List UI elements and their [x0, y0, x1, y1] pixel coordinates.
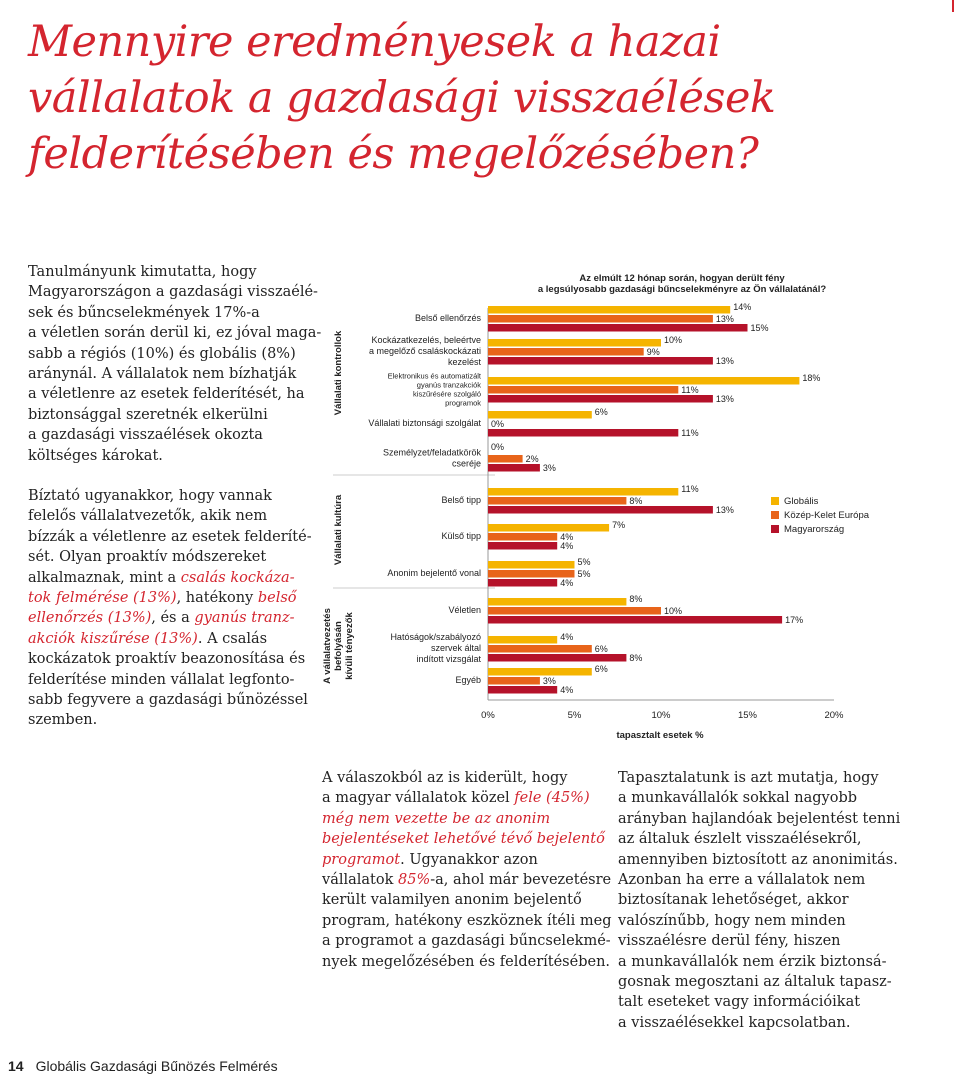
group-label: kívüli tényezők [344, 612, 355, 680]
text-line: sét. Olyan proaktív módszereket [28, 549, 267, 566]
bar [488, 607, 661, 615]
title-line: Mennyire eredményesek a hazai [28, 17, 721, 67]
text-line [28, 608, 318, 628]
bar-value-label: 14% [733, 302, 752, 312]
x-tick-label: 10% [651, 710, 671, 721]
text-line: visszaélésre derül fény, hiszen [618, 933, 841, 950]
text-line: Tapasztalatunk is azt mutatja, hogy [618, 770, 879, 786]
highlight-text: ellenőrzés (13%) [28, 610, 152, 627]
x-tick-label: 0% [481, 710, 495, 721]
text-run: , és a [151, 610, 195, 627]
page-number: 14 [8, 1058, 24, 1074]
page-footer [8, 1058, 278, 1074]
highlight-text: 85% [398, 872, 431, 889]
bar [488, 506, 713, 514]
legend-label: Magyarország [784, 524, 845, 535]
x-tick-label: 20% [824, 710, 844, 721]
bar-value-label: 0% [491, 442, 505, 452]
bar [488, 636, 557, 644]
text-line: amennyiben biztosított az anonimitás. [618, 851, 898, 868]
bar-value-label: 4% [560, 578, 574, 588]
title-line: vállalatok a gazdasági visszaélések [28, 73, 776, 123]
bar [488, 654, 626, 662]
bar [488, 395, 713, 403]
category-label: Belső tipp [441, 495, 481, 505]
proactive-paragraph [28, 486, 318, 731]
text-run: . A csalás [197, 630, 268, 647]
x-tick-label: 5% [567, 710, 582, 721]
category-label: indított vizsgálat [416, 654, 481, 664]
text-line: költséges károkat. [28, 447, 163, 464]
text-line: a programot a gazdasági bűncselekmé- [322, 933, 611, 950]
text-line [322, 788, 612, 808]
bar-value-label: 4% [560, 541, 574, 551]
bar [488, 324, 748, 332]
bar-value-label: 11% [681, 428, 699, 438]
bar-value-label: 5% [577, 569, 591, 579]
text-line: kockázatok proaktív beazonosítása és [28, 651, 306, 668]
bar-value-label: 6% [594, 407, 608, 417]
bar-value-label: 6% [594, 644, 608, 654]
text-line: felderítése minden vállalat legfonto- [28, 671, 295, 688]
detection-methods-chart [322, 268, 960, 748]
highlight-text: belső [257, 590, 297, 607]
highlight-text: akciók kiszűrése (13%) [28, 630, 198, 647]
intro-paragraph [28, 262, 322, 466]
x-tick-label: 15% [737, 710, 758, 721]
bar [488, 386, 678, 394]
text-line: A válaszokból az is kiderült, hogy [322, 770, 568, 786]
bar [488, 306, 730, 314]
category-label: programok [445, 398, 481, 408]
legend-label: Közép-Kelet Európa [784, 510, 870, 521]
text-run: a magyar vállalatok közel [322, 790, 515, 807]
x-axis-title: tapasztalt esetek % [616, 730, 704, 741]
legend-swatch [771, 511, 779, 519]
text-line: a visszaélésekkel kapcsolatban. [618, 1014, 851, 1031]
bar-value-label: 13% [715, 505, 734, 515]
category-label: kiszűrésére szolgáló [413, 389, 481, 399]
text-line [28, 588, 318, 608]
legend-swatch [771, 525, 779, 533]
bar [488, 488, 678, 496]
bar [488, 411, 592, 419]
text-line: a véletlen során derül ki, ez jóval maga- [28, 325, 322, 342]
bar-value-label: 13% [715, 314, 734, 324]
text-line: biztosítanak lehetőséget, akkor [618, 892, 849, 909]
bar [488, 464, 540, 472]
bar-value-label: 3% [542, 463, 556, 473]
chart-title: Az elmúlt 12 hónap során, hogyan derült fény [579, 273, 785, 284]
bar-value-label: 3% [542, 676, 556, 686]
highlight-text: tok felmérése (13%) [28, 590, 177, 607]
text-line: került valamilyen anonim bejelentő [322, 892, 582, 909]
chart-title: a legsúlyosabb gazdasági bűncselekményre az Ön vállalatánál? [537, 284, 827, 295]
bar-value-label: 13% [715, 394, 734, 404]
page-title [28, 14, 928, 182]
text-line: a munkavállalók sokkal nagyobb [618, 790, 858, 807]
bar-value-label: 8% [629, 496, 643, 506]
category-label: Anonim bejelentő vonal [387, 568, 481, 578]
text-line: nyek megelőzésében és felderítésében. [322, 953, 611, 970]
bar-value-label: 10% [664, 606, 683, 616]
bar-value-label: 17% [785, 615, 804, 625]
text-line: sabb fegyvere a gazdasági bűnözéssel [28, 692, 308, 709]
legend-label: Globális [784, 496, 819, 507]
text-line: a véletlenre az esetek felderítését, ha [28, 386, 305, 403]
bar [488, 668, 592, 676]
text-line: Tanulmányunk kimutatta, hogy [28, 264, 257, 280]
anonymous-hotline-paragraph [322, 768, 612, 972]
text-run: vállalatok [322, 872, 398, 889]
bar-value-label: 5% [577, 557, 591, 567]
text-line [322, 870, 612, 890]
text-run: , hatékony [176, 590, 258, 607]
category-label: gyanús tranzakciók [416, 380, 481, 390]
text-line: gosnak megosztani az általuk tapasz- [618, 974, 892, 991]
category-label: kezelést [447, 357, 481, 367]
publication-title: Globális Gazdasági Bűnözés Felmérés [35, 1058, 278, 1074]
text-line: program, hatékony eszköznek ítéli meg [322, 912, 612, 929]
title-line: felderítésében és megelőzésében? [28, 129, 759, 179]
highlight-text: gyanús tranz- [194, 610, 295, 627]
category-label: Elektronikus és automatizált [387, 371, 481, 381]
category-label: Vállalati biztonsági szolgálat [368, 418, 481, 428]
bar-value-label: 18% [802, 373, 821, 383]
bar-value-label: 7% [612, 520, 626, 530]
bar-value-label: 6% [594, 664, 608, 674]
bar [488, 357, 713, 365]
bar [488, 570, 575, 578]
group-label: A vállalatvezetés [322, 608, 333, 684]
highlight-text: csalás kockáza- [180, 569, 295, 586]
bar-value-label: 9% [646, 347, 660, 357]
bar-value-label: 4% [560, 685, 574, 695]
bar-value-label: 0% [491, 419, 505, 429]
category-label: Kockázatkezelés, beleértve [371, 335, 481, 345]
bar [488, 686, 557, 694]
text-line: szemben. [28, 712, 98, 729]
highlight-text: fele (45%) [514, 790, 590, 807]
category-label: cseréje [451, 458, 481, 469]
bar-value-label: 4% [560, 532, 574, 542]
text-line: a munkavállalók nem érzik biztonsá- [618, 953, 887, 970]
text-line: valószínűbb, hogy nem minden [618, 912, 846, 929]
category-label: Személyzet/feladatkörök [382, 447, 481, 458]
text-line: arányban hajlandóak bejelentést tenni [618, 810, 901, 827]
bar-value-label: 11% [681, 385, 699, 395]
experience-paragraph [618, 768, 918, 1033]
bar [488, 377, 799, 385]
bar [488, 598, 626, 606]
highlight-text: bejelentéseket lehetővé tévő bejelentő [322, 831, 605, 848]
text-line: biztonsággal szeretnék elkerülni [28, 406, 268, 423]
bar-value-label: 8% [629, 594, 643, 604]
bar-value-label: 15% [750, 323, 769, 333]
bar [488, 579, 557, 587]
corner-accent-mark [952, 0, 954, 12]
bar [488, 429, 678, 437]
text-run: . Ugyanakkor azon [400, 851, 538, 868]
text-line: aránynál. A vállalatok nem bízhatják [28, 366, 297, 383]
bar [488, 524, 609, 532]
category-label: a megelőző csaláskockázati [368, 346, 481, 356]
group-label: Vállalati kultúra [333, 494, 344, 566]
bar-value-label: 2% [525, 454, 539, 464]
text-line: Bíztató ugyanakkor, hogy vannak [28, 488, 272, 504]
bar [488, 677, 540, 685]
bar [488, 533, 557, 541]
text-line [28, 629, 318, 649]
text-line: a gazdasági visszaélések okozta [28, 427, 263, 444]
highlight-text: programot [322, 851, 401, 868]
group-label: Vállalati kontrollok [333, 330, 344, 416]
bar [488, 339, 661, 347]
text-line: bízzák a véletlenre az esetek felderíté- [28, 528, 312, 545]
text-line: felelős vállalatvezetők, akik nem [28, 508, 268, 525]
text-run: -a, ahol már bevezetésre [430, 872, 612, 889]
category-label: Belső ellenőrzés [414, 313, 481, 323]
legend-swatch [771, 497, 779, 505]
bar-value-label: 4% [560, 632, 574, 642]
category-label: Hatóságok/szabályozó [390, 632, 481, 642]
highlight-text: még nem vezette be az anonim [322, 810, 551, 827]
bar [488, 616, 782, 624]
text-line: az általuk észlelt visszaélésekről, [618, 831, 862, 848]
bar [488, 315, 713, 323]
bar-value-label: 13% [715, 356, 734, 366]
category-label: Véletlen [448, 605, 481, 615]
text-run: alkalmaznak, mint a [28, 569, 181, 586]
category-label: szervek által [430, 643, 481, 653]
bar [488, 348, 644, 356]
bar [488, 561, 575, 569]
text-line: Azonban ha erre a vállalatok nem [618, 872, 866, 889]
bar [488, 645, 592, 653]
text-line: sabb a régiós (10%) és globális (8%) [28, 345, 296, 362]
bar [488, 542, 557, 550]
bar-value-label: 11% [681, 484, 699, 494]
text-line [28, 568, 318, 588]
text-line: talt eseteket vagy információikat [618, 994, 861, 1011]
bar [488, 455, 523, 463]
group-label: befolyásán [333, 621, 344, 671]
bar-value-label: 10% [664, 335, 683, 345]
category-label: Külső tipp [441, 531, 481, 541]
text-line [322, 850, 612, 870]
bar-value-label: 8% [629, 653, 643, 663]
text-line: sek és bűncselekmények 17%-a [28, 304, 260, 321]
text-line: Magyarországon a gazdasági visszaélé- [28, 284, 318, 301]
bar [488, 497, 626, 505]
category-label: Egyéb [455, 675, 481, 685]
